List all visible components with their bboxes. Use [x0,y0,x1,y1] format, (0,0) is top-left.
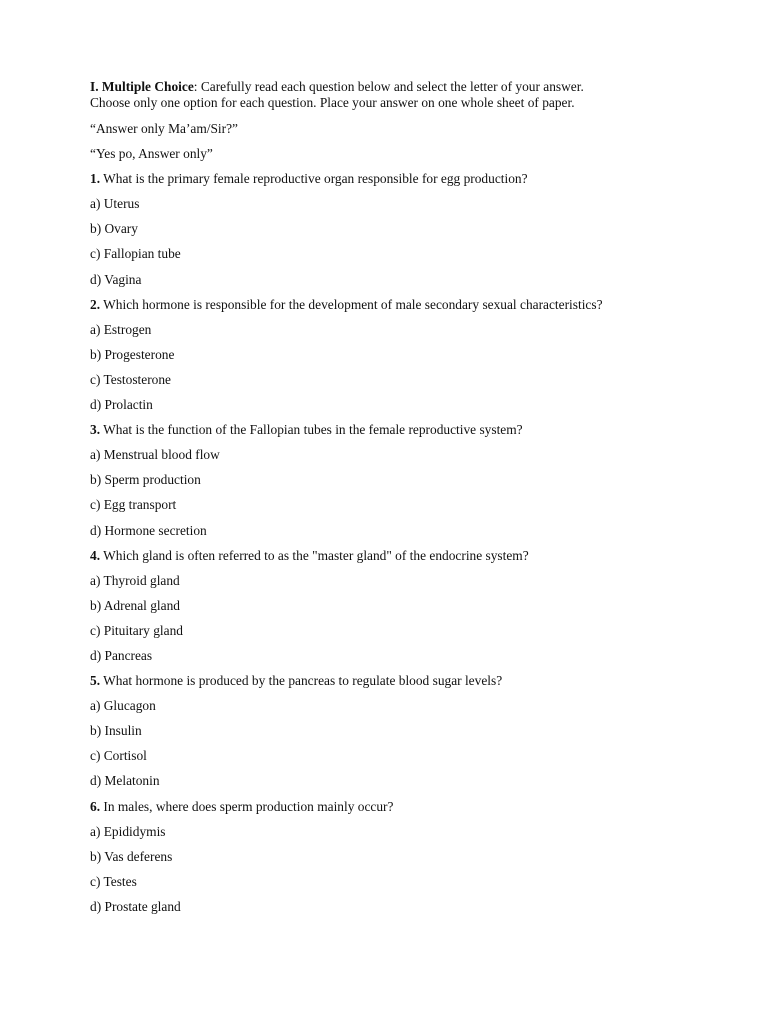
question-5 [90,673,710,698]
answer-option: c) Cortisol [90,748,147,764]
answer-option: a) Estrogen [90,321,152,337]
answer-option: c) Testes [90,873,137,889]
answer-option: c) Pituitary gland [90,622,183,638]
answer-option: d) Vagina [90,271,142,287]
answer-option: d) Hormone secretion [90,522,207,538]
answer-option: a) Menstrual blood flow [90,447,220,463]
question-text: Which gland is often referred to as the "master gland" of the endocrine system? [100,547,529,563]
answer-option: c) Testosterone [90,371,171,387]
answer-option: a) Epididymis [90,823,166,839]
answer-option: b) Vas deferens [90,848,173,864]
answer-option: c) Egg transport [90,497,177,513]
question-number: 5. [90,673,101,689]
quote-line: “Yes po, Answer only” [90,146,213,162]
question-number: 3. [90,422,101,438]
answer-option: c) Fallopian tube [90,246,181,262]
question-number: 2. [90,296,101,312]
question-1 [90,171,710,196]
question-text: What is the function of the Fallopian tubes in the female reproductive system? [100,422,523,438]
answer-option: b) Adrenal gland [90,597,180,613]
question-4 [90,548,710,573]
answer-option: b) Sperm production [90,472,201,488]
question-number: 4. [90,547,101,563]
answer-option: b) Ovary [90,221,138,237]
instructions [90,79,710,111]
question-3 [90,422,710,447]
answer-option: d) Prostate gland [90,898,181,914]
quote-line: “Answer only Ma’am/Sir?” [90,121,238,136]
instructions-text-line2: Choose only one option for each question. Place your answer on one whole sheet of paper. [90,95,575,110]
question-text: In males, where does sperm production mainly occur? [100,798,394,814]
question-number: 6. [90,798,101,814]
question-number: 1. [90,171,101,187]
document-page [90,79,710,924]
answer-option: d) Pancreas [90,647,153,663]
answer-option: d) Prolactin [90,397,153,413]
question-text: What is the primary female reproductive organ responsible for egg production? [100,171,528,187]
answer-option: a) Thyroid gland [90,572,180,588]
instructions-text-line1: : Carefully read each question below and select the letter of your answer. [193,79,584,94]
question-text: What hormone is produced by the pancreas to regulate blood sugar levels? [100,673,503,689]
answer-option: d) Melatonin [90,773,160,789]
question-list [90,171,710,924]
answer-option: a) Glucagon [90,698,156,714]
answer-option: b) Progesterone [90,346,175,362]
answer-option: b) Insulin [90,723,142,739]
question-6 [90,799,710,824]
answer-option: a) Uterus [90,196,140,212]
question-text: Which hormone is responsible for the development of male secondary sexual characteristics? [100,296,603,312]
section-heading: I. Multiple Choice [90,79,194,94]
question-2 [90,297,710,322]
